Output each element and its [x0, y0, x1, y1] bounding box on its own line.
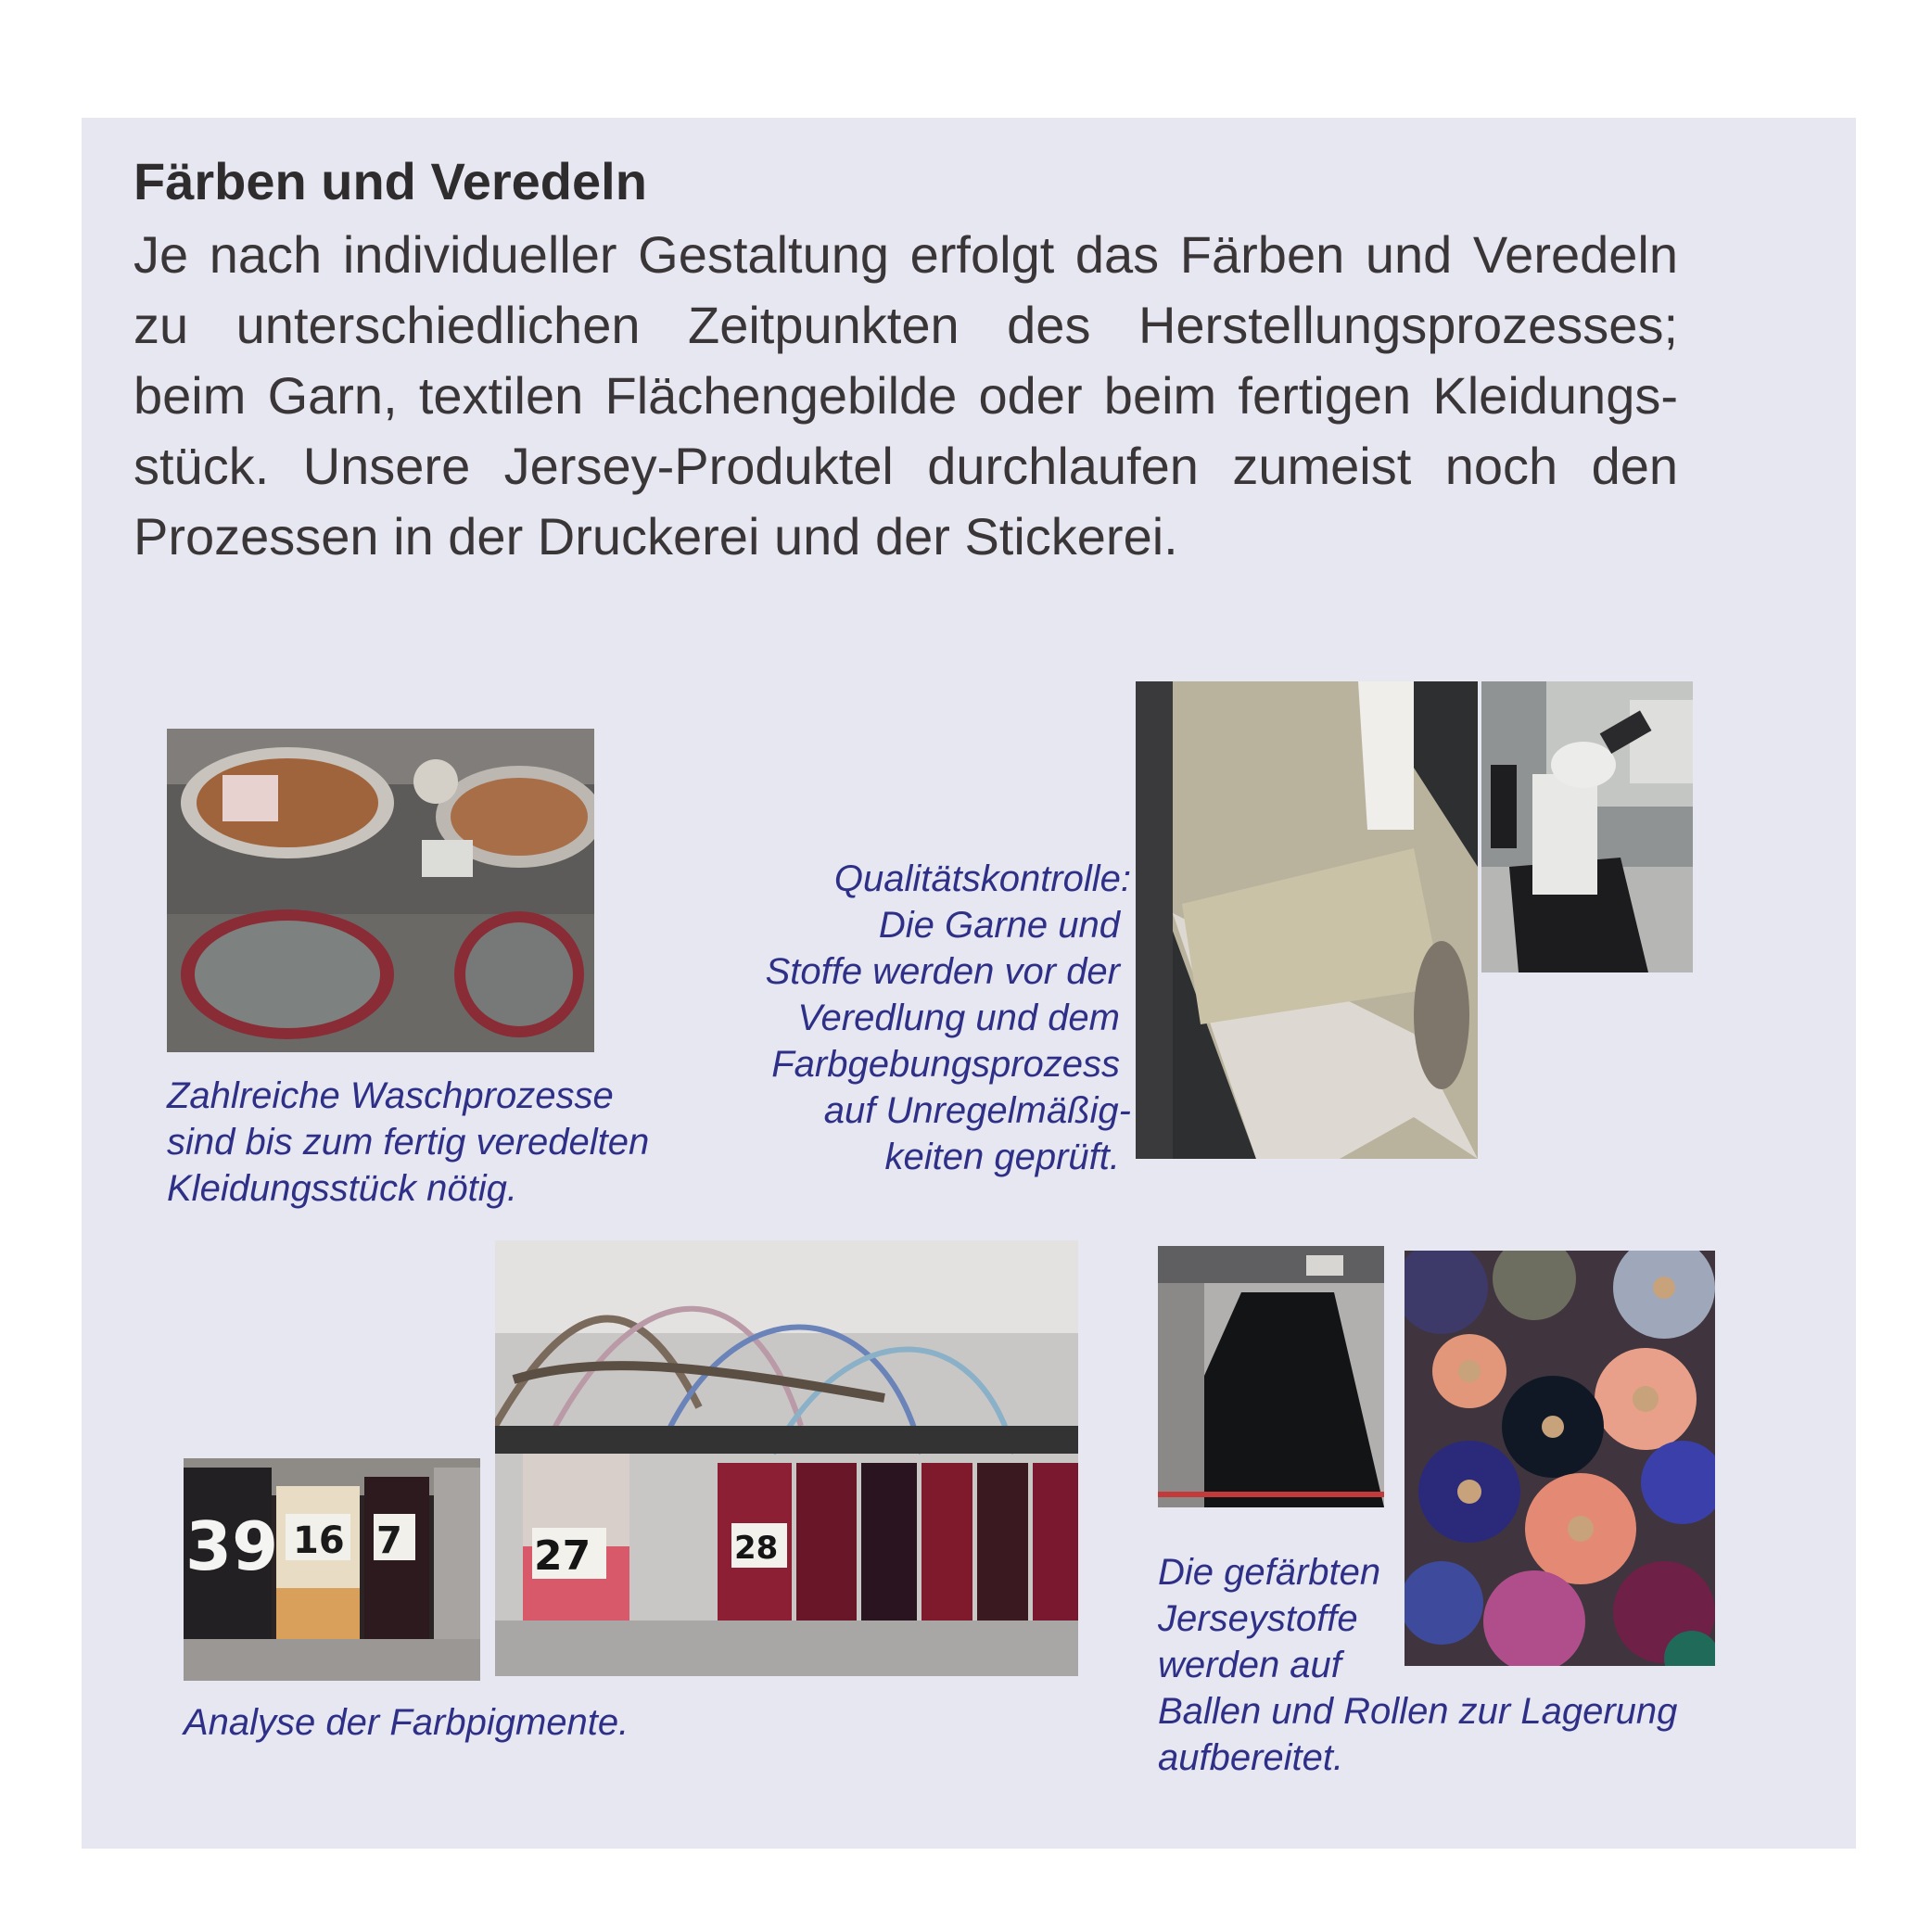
- caption-line: Analyse der Farbpigmente.: [184, 1702, 629, 1743]
- caption-washing: [167, 1073, 649, 1212]
- bottle-label-16: 16: [293, 1519, 345, 1562]
- caption-line: Ballen und Rollen zur Lagerung: [1158, 1691, 1678, 1732]
- caption-line: Die gefärbten: [1158, 1552, 1381, 1593]
- microscope-photo: [1481, 681, 1693, 972]
- section-heading: Färben und Veredeln: [133, 152, 647, 210]
- body-line: beim Garn, textilen Flächengebilde oder beim fertigen Kleidungs-: [133, 366, 1678, 425]
- caption-line: keiten geprüft.: [884, 1137, 1120, 1177]
- body-line: zu unterschiedlichen Zeitpunkten des Herstellungsprozesses;: [133, 296, 1678, 354]
- caption-line: Veredlung und dem: [797, 998, 1120, 1038]
- body-line: stück. Unsere Jersey-Produktel durchlaufen zumeist noch den: [133, 437, 1678, 495]
- fabric-conveyor-photo: [1158, 1246, 1384, 1507]
- caption-line: Stoffe werden vor der: [765, 951, 1120, 992]
- caption-line: Farbgebungsprozess: [771, 1044, 1120, 1085]
- pigment-bottles-closeup-photo: [184, 1458, 480, 1681]
- caption-line: sind bis zum fertig veredelten: [167, 1122, 650, 1163]
- caption-quality: [649, 856, 1131, 1180]
- bottle-label-39: 39: [185, 1507, 279, 1585]
- fabric-inspection-photo: [1136, 681, 1478, 1159]
- bottle-label-27: 27: [534, 1532, 591, 1580]
- caption-line: Zahlreiche Waschprozesse: [167, 1075, 614, 1116]
- bottle-label-7: 7: [376, 1519, 402, 1562]
- caption-line: Qualitätskontrolle:: [833, 858, 1131, 899]
- caption-line: werden auf: [1158, 1645, 1341, 1685]
- body-line: Je nach individueller Gestaltung erfolgt das Färben und Veredeln: [133, 225, 1678, 284]
- caption-line: Jerseystoffe: [1158, 1598, 1358, 1639]
- caption-line: auf Unregelmäßig-: [823, 1090, 1131, 1131]
- pigment-bottles-row-photo: [495, 1240, 1078, 1676]
- caption-line: Die Garne und: [878, 905, 1120, 946]
- caption-storage: [1158, 1549, 1677, 1781]
- caption-pigments: [184, 1699, 629, 1746]
- bottle-label-28: 28: [734, 1530, 779, 1567]
- section-body-text: [133, 220, 1678, 572]
- caption-line: aufbereitet.: [1158, 1737, 1344, 1778]
- caption-line: Kleidungsstück nötig.: [167, 1168, 518, 1209]
- body-line: Prozessen in der Druckerei und der Stickerei.: [133, 507, 1178, 566]
- washing-machine-photo: [167, 729, 594, 1052]
